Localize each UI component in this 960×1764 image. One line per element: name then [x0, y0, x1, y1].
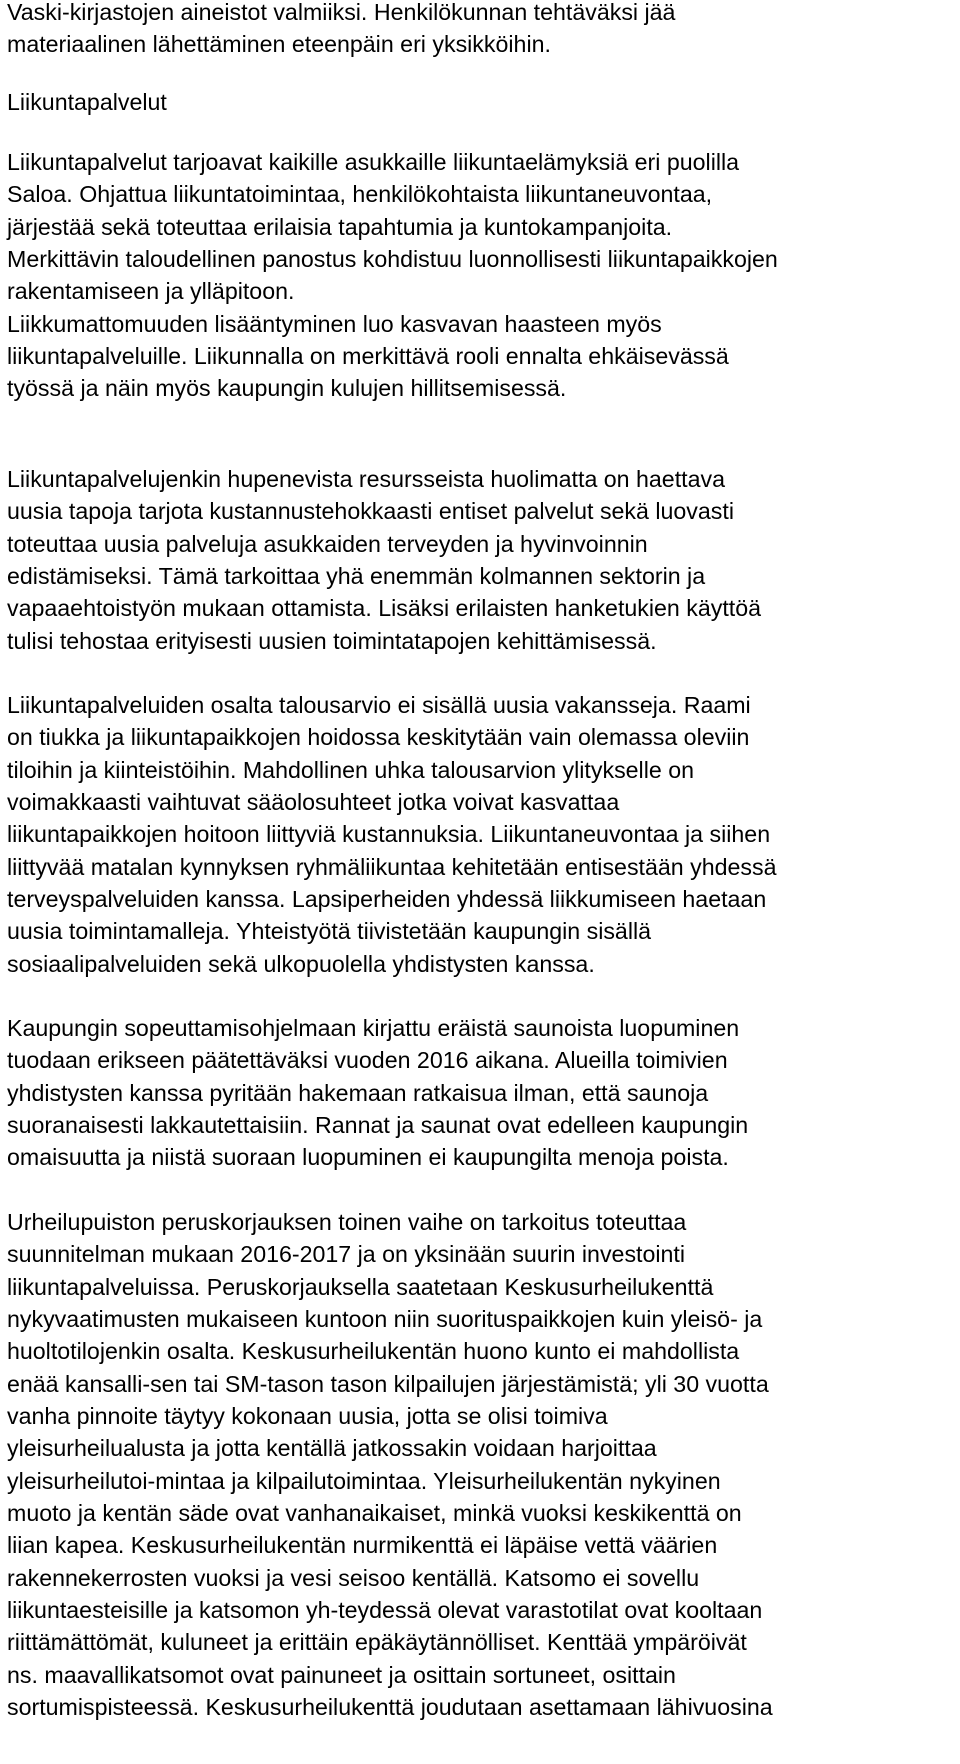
text-line: edistämiseksi. Tämä tarkoittaa yhä enemmän kolmannen sektorin ja: [7, 563, 706, 590]
text-line: Liikkumattomuuden lisääntyminen luo kasvavan haasteen myös: [7, 310, 662, 337]
text-line: Merkittävin taloudellinen panostus kohdistuu luonnollisesti liikuntapaikkojen: [7, 246, 778, 273]
text-line: nykyvaatimusten mukaiseen kuntoon niin suorituspaikkojen kuin yleisö- ja: [7, 1306, 763, 1333]
text-line: materiaalinen lähettäminen eteenpäin eri yksikköihin.: [7, 31, 551, 58]
text-line: Liikuntapalveluiden osalta talousarvio ei sisällä uusia vakansseja. Raami: [7, 692, 751, 718]
text-line: työssä ja näin myös kaupungin kulujen hillitsemisessä.: [7, 375, 567, 402]
text-line: tiloihin ja kiinteistöihin. Mahdollinen uhka talousarvion ylitykselle on: [7, 756, 694, 783]
text-line: riittämättömät, kuluneet ja erittäin epäkäytännölliset. Kenttää ympäröivät: [7, 1629, 747, 1656]
paragraph-4: [7, 1012, 957, 1174]
text-line: Kaupungin sopeuttamisohjelmaan kirjattu eräistä saunoista luopuminen: [7, 1015, 740, 1041]
text-line: liikuntaesteisille ja katsomon yh-teydessä olevat varastotilat ovat kooltaan: [7, 1597, 763, 1624]
text-line: Liikuntapalvelujenkin hupenevista resursseista huolimatta on haettava: [7, 466, 725, 492]
heading-text: Liikuntapalvelut: [7, 89, 167, 115]
text-line: uusia toimintamalleja. Yhteistyötä tiivistetään kaupungin sisällä: [7, 918, 652, 945]
paragraph-5: [7, 1206, 957, 1724]
section-heading: [7, 86, 957, 118]
text-line: Saloa. Ohjattua liikuntatoimintaa, henkilökohtaista liikuntaneuvontaa,: [7, 181, 713, 208]
text-line: ns. maavallikatsomot ovat painuneet ja osittain sortuneet, osittain: [7, 1661, 676, 1688]
text-line: suunnitelman mukaan 2016-2017 ja on yksinään suurin investointi: [7, 1241, 686, 1268]
text-line: liikuntapalveluille. Liikunnalla on merkittävä rooli ennalta ehkäisevässä: [7, 343, 729, 370]
text-line: suoranaisesti lakkautettaisiin. Rannat ja saunat ovat edelleen kaupungin: [7, 1112, 749, 1139]
text-line: sosiaalipalveluiden sekä ulkopuolella yhdistysten kanssa.: [7, 950, 595, 977]
text-line: vapaaehtoistyön mukaan ottamista. Lisäksi erilaisten hanketukien käyttöä: [7, 595, 762, 622]
text-line: enää kansalli-sen tai SM-tason tason kilpailujen järjestämistä; yli 30 vuotta: [7, 1370, 769, 1397]
text-line: yleisurheilutoi-mintaa ja kilpailutoimintaa. Yleisurheilukentän nykyinen: [7, 1467, 721, 1494]
text-line: voimakkaasti vaihtuvat sääolosuhteet jotka voivat kasvattaa: [7, 789, 620, 816]
text-line: huoltotilojenkin osalta. Keskusurheilukentän huono kunto ei mahdollista: [7, 1338, 740, 1365]
text-line: tulisi tehostaa erityisesti uusien toimintatapojen kehittämisessä.: [7, 627, 657, 654]
text-line: tuodaan erikseen päätettäväksi vuoden 2016 aikana. Alueilla toimivien: [7, 1047, 728, 1074]
text-line: liian kapea. Keskusurheilukentän nurmikenttä ei läpäise vettä väärien: [7, 1532, 718, 1559]
text-line: liikuntapaikkojen hoitoon liittyviä kustannuksia. Liikuntaneuvontaa ja siihen: [7, 821, 771, 848]
intro-paragraph: [7, 0, 957, 61]
paragraph-2: [7, 463, 957, 657]
text-line: muoto ja kentän säde ovat vanhanaikaiset, minkä vuoksi keskikenttä on: [7, 1500, 742, 1527]
text-line: yhdistysten kanssa pyritään hakemaan ratkaisua ilman, että saunoja: [7, 1079, 709, 1106]
text-line: on tiukka ja liikuntapaikkojen hoidossa keskitytään vain olemassa oleviin: [7, 724, 750, 751]
text-line: Liikuntapalvelut tarjoavat kaikille asukkaille liikuntaelämyksiä eri puolilla: [7, 149, 740, 175]
paragraph-1: [7, 146, 957, 405]
text-line: rakentamiseen ja ylläpitoon.: [7, 278, 295, 305]
text-line: Urheilupuiston peruskorjauksen toinen vaihe on tarkoitus toteuttaa: [7, 1209, 687, 1235]
text-line: yleisurheilualusta ja jotta kentällä jatkossakin voidaan harjoittaa: [7, 1435, 657, 1462]
text-line: rakennekerrosten vuoksi ja vesi seisoo kentällä. Katsomo ei sovellu: [7, 1564, 700, 1591]
text-line: liikuntapalveluissa. Peruskorjauksella saatetaan Keskusurheilukenttä: [7, 1273, 714, 1300]
text-line: järjestää sekä toteuttaa erilaisia tapahtumia ja kuntokampanjoita.: [7, 213, 673, 240]
text-line: terveyspalveluiden kanssa. Lapsiperheiden yhdessä liikkumiseen haetaan: [7, 886, 767, 913]
text-line: Vaski-kirjastojen aineistot valmiiksi. Henkilökunnan tehtäväksi jää: [7, 0, 676, 25]
text-line: sortumispisteessä. Keskusurheilukenttä joudutaan asettamaan lähivuosina: [7, 1694, 773, 1721]
text-line: uusia tapoja tarjota kustannustehokkaasti entiset palvelut sekä luovasti: [7, 498, 734, 525]
text-line: vanha pinnoite täytyy kokonaan uusia, jotta se olisi toimiva: [7, 1403, 608, 1430]
text-line: toteuttaa uusia palveluja asukkaiden terveyden ja hyvinvoinnin: [7, 530, 648, 557]
paragraph-3: [7, 689, 957, 980]
text-line: omaisuutta ja niistä suoraan luopuminen ei kaupungilta menoja poista.: [7, 1144, 729, 1171]
text-line: liittyvää matalan kynnyksen ryhmäliikuntaa kehitetään entisestään yhdessä: [7, 853, 777, 880]
